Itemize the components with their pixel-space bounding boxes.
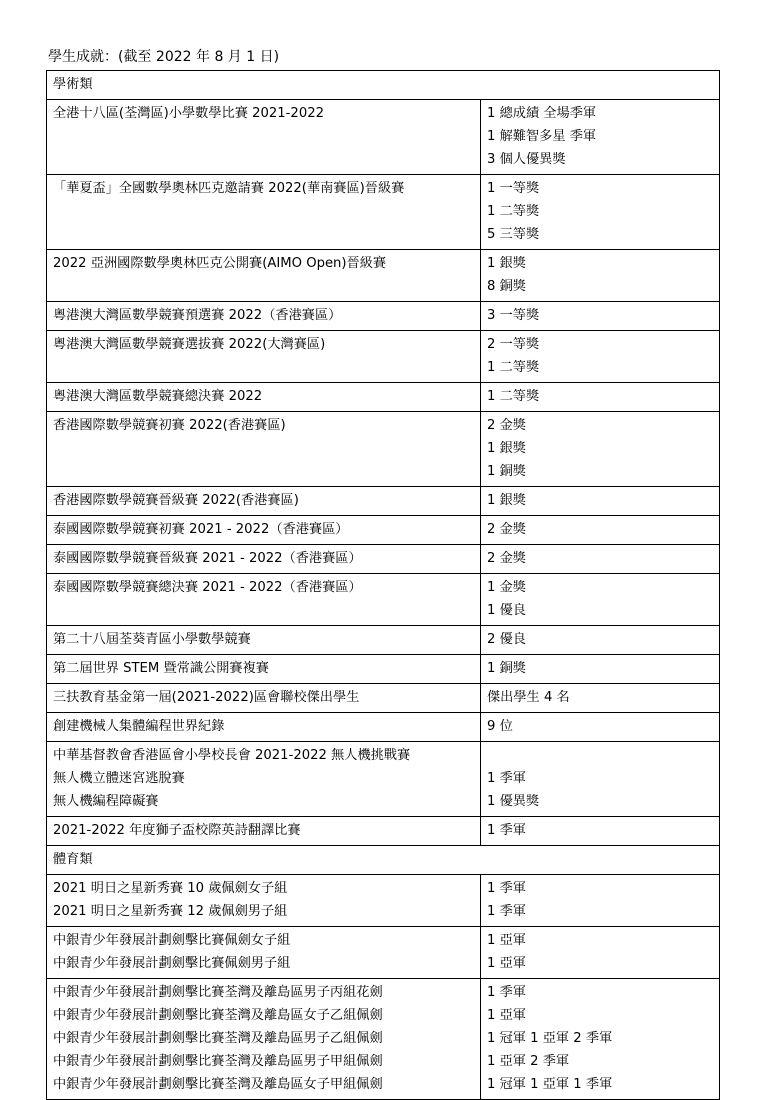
award-result: 1 季軍 xyxy=(487,823,526,838)
table-row xyxy=(47,979,720,1100)
competition-cell xyxy=(47,684,481,713)
competition-name: 粵港澳大灣區數學競賽選拔賽 2022(大灣賽區) xyxy=(53,337,326,352)
award-result: 2 金獎 xyxy=(487,522,526,537)
competition-name: 香港國際數學競賽初賽 2022(香港賽區) xyxy=(53,418,286,433)
award-result: 1 冠軍 1 亞軍 2 季軍 xyxy=(487,1031,613,1046)
award-result xyxy=(487,744,713,767)
result-cell xyxy=(481,331,720,383)
result-cell xyxy=(481,817,720,846)
result-cell xyxy=(481,979,720,1100)
award-result: 5 三等獎 xyxy=(487,227,540,242)
table-row xyxy=(47,684,720,713)
result-cell xyxy=(481,175,720,250)
competition-cell xyxy=(47,817,481,846)
competition-cell xyxy=(47,713,481,742)
competition-name: 中銀青少年發展計劃劍擊比賽佩劍女子組 xyxy=(53,933,291,948)
award-result: 2 金獎 xyxy=(487,551,526,566)
result-cell xyxy=(481,655,720,684)
competition-cell xyxy=(47,545,481,574)
competition-cell xyxy=(47,742,481,817)
award-result: 1 亞軍 xyxy=(487,1008,526,1023)
result-cell xyxy=(481,545,720,574)
result-cell xyxy=(481,713,720,742)
award-result: 1 二等獎 xyxy=(487,389,540,404)
award-result: 1 亞軍 xyxy=(487,933,526,948)
result-cell xyxy=(481,487,720,516)
award-result: 1 一等獎 xyxy=(487,181,540,196)
competition-name: 中銀青少年發展計劃劍擊比賽荃灣及離島區男子丙組花劍 xyxy=(53,985,383,1000)
table-row xyxy=(47,100,720,175)
table-row xyxy=(47,331,720,383)
result-cell xyxy=(481,100,720,175)
competition-name: 中銀青少年發展計劃劍擊比賽荃灣及離島區男子甲組佩劍 xyxy=(53,1054,383,1069)
competition-cell xyxy=(47,383,481,412)
table-row xyxy=(47,817,720,846)
table-row xyxy=(47,574,720,626)
award-result: 3 一等獎 xyxy=(487,308,540,323)
competition-cell xyxy=(47,412,481,487)
competition-name: 2021 明日之星新秀賽 10 歲佩劍女子組 xyxy=(53,881,288,896)
competition-name: 粵港澳大灣區數學競賽總決賽 2022 xyxy=(53,389,263,404)
competition-name: 全港十八區(荃灣區)小學數學比賽 2021-2022 xyxy=(53,106,324,121)
award-result: 1 銀獎 xyxy=(487,256,526,271)
achievements-table xyxy=(46,70,720,1100)
table-row xyxy=(47,383,720,412)
result-cell xyxy=(481,383,720,412)
award-result: 1 季軍 xyxy=(487,904,526,919)
table-row xyxy=(47,516,720,545)
competition-name: 泰國國際數學競賽總決賽 2021 - 2022（香港賽區） xyxy=(53,580,362,595)
competition-cell xyxy=(47,927,481,979)
competition-cell xyxy=(47,331,481,383)
competition-name: 香港國際數學競賽晉級賽 2022(香港賽區) xyxy=(53,493,299,508)
competition-name: 泰國國際數學競賽晉級賽 2021 - 2022（香港賽區） xyxy=(53,551,362,566)
competition-cell xyxy=(47,175,481,250)
award-result: 3 個人優異獎 xyxy=(487,152,566,167)
competition-cell xyxy=(47,302,481,331)
competition-name: 泰國國際數學競賽初賽 2021 - 2022（香港賽區） xyxy=(53,522,349,537)
competition-name: 中華基督教會香港區會小學校長會 2021-2022 無人機挑戰賽 xyxy=(53,748,411,763)
competition-name: 無人機立體迷宮逃脫賽 xyxy=(53,771,185,786)
table-row xyxy=(47,875,720,927)
section-heading: 學術類 xyxy=(47,71,720,100)
result-cell xyxy=(481,412,720,487)
competition-name: 2021 明日之星新秀賽 12 歲佩劍男子組 xyxy=(53,904,288,919)
result-cell xyxy=(481,626,720,655)
award-result: 9 位 xyxy=(487,719,513,734)
competition-cell xyxy=(47,100,481,175)
result-cell xyxy=(481,684,720,713)
table-row xyxy=(47,545,720,574)
result-cell xyxy=(481,302,720,331)
result-cell xyxy=(481,742,720,817)
competition-name: 中銀青少年發展計劃劍擊比賽荃灣及離島區女子乙組佩劍 xyxy=(53,1008,383,1023)
competition-name: 2022 亞洲國際數學奧林匹克公開賽(AIMO Open)晉級賽 xyxy=(53,256,387,271)
competition-cell xyxy=(47,574,481,626)
table-row xyxy=(47,487,720,516)
award-result: 1 亞軍 2 季軍 xyxy=(487,1054,570,1069)
competition-name: 中銀青少年發展計劃劍擊比賽佩劍男子組 xyxy=(53,956,291,971)
award-result: 1 季軍 xyxy=(487,881,526,896)
competition-cell xyxy=(47,516,481,545)
award-result: 傑出學生 4 名 xyxy=(487,690,570,705)
award-result: 8 銅獎 xyxy=(487,279,526,294)
award-result: 1 優良 xyxy=(487,603,526,618)
competition-name: 中銀青少年發展計劃劍擊比賽荃灣及離島區男子乙組佩劍 xyxy=(53,1031,383,1046)
competition-name: 粵港澳大灣區數學競賽預選賽 2022（香港賽區） xyxy=(53,308,342,323)
section-header-row xyxy=(47,846,720,875)
award-result: 1 解難智多星 季軍 xyxy=(487,129,597,144)
section-header-row xyxy=(47,71,720,100)
competition-cell xyxy=(47,487,481,516)
award-result: 1 季軍 xyxy=(487,771,526,786)
table-row xyxy=(47,655,720,684)
result-cell xyxy=(481,250,720,302)
table-row xyxy=(47,175,720,250)
table-row xyxy=(47,713,720,742)
award-result: 2 一等獎 xyxy=(487,337,540,352)
result-cell xyxy=(481,516,720,545)
competition-name: 中銀青少年發展計劃劍擊比賽荃灣及離島區女子甲組佩劍 xyxy=(53,1077,383,1092)
award-result: 1 銅獎 xyxy=(487,661,526,676)
table-row xyxy=(47,302,720,331)
table-row xyxy=(47,250,720,302)
competition-name: 第二十八屆荃葵青區小學數學競賽 xyxy=(53,632,251,647)
competition-name: 「華夏盃」全國數學奧林匹克邀請賽 2022(華南賽區)晉級賽 xyxy=(53,181,405,196)
table-row xyxy=(47,626,720,655)
competition-cell xyxy=(47,655,481,684)
table-row xyxy=(47,927,720,979)
award-result: 1 二等獎 xyxy=(487,360,540,375)
award-result: 1 亞軍 xyxy=(487,956,526,971)
section-heading: 體育類 xyxy=(47,846,720,875)
award-result: 1 總成績 全場季軍 xyxy=(487,106,597,121)
award-result: 1 金獎 xyxy=(487,580,526,595)
award-result: 1 銀獎 xyxy=(487,493,526,508)
competition-name: 三扶教育基金第一屆(2021-2022)區會聯校傑出學生 xyxy=(53,690,360,705)
result-cell xyxy=(481,875,720,927)
competition-cell xyxy=(47,626,481,655)
competition-cell xyxy=(47,250,481,302)
award-result: 1 冠軍 1 亞軍 1 季軍 xyxy=(487,1077,613,1092)
result-cell xyxy=(481,927,720,979)
table-row xyxy=(47,742,720,817)
award-result: 1 季軍 xyxy=(487,985,526,1000)
page-title: 學生成就：(截至 2022 年 8 月 1 日) xyxy=(48,49,280,65)
award-result: 2 金獎 xyxy=(487,418,526,433)
award-result: 1 優異獎 xyxy=(487,794,540,809)
competition-name: 創建機械人集體編程世界紀錄 xyxy=(53,719,225,734)
result-cell xyxy=(481,574,720,626)
table-row xyxy=(47,412,720,487)
award-result: 1 二等獎 xyxy=(487,204,540,219)
competition-name: 無人機編程障礙賽 xyxy=(53,794,159,809)
competition-name: 第二屆世界 STEM 暨常識公開賽複賽 xyxy=(53,661,269,676)
competition-cell xyxy=(47,875,481,927)
award-result: 2 優良 xyxy=(487,632,526,647)
competition-name: 2021-2022 年度獅子盃校際英詩翻譯比賽 xyxy=(53,823,301,838)
award-result: 1 銅獎 xyxy=(487,464,526,479)
award-result: 1 銀獎 xyxy=(487,441,526,456)
competition-cell xyxy=(47,979,481,1100)
